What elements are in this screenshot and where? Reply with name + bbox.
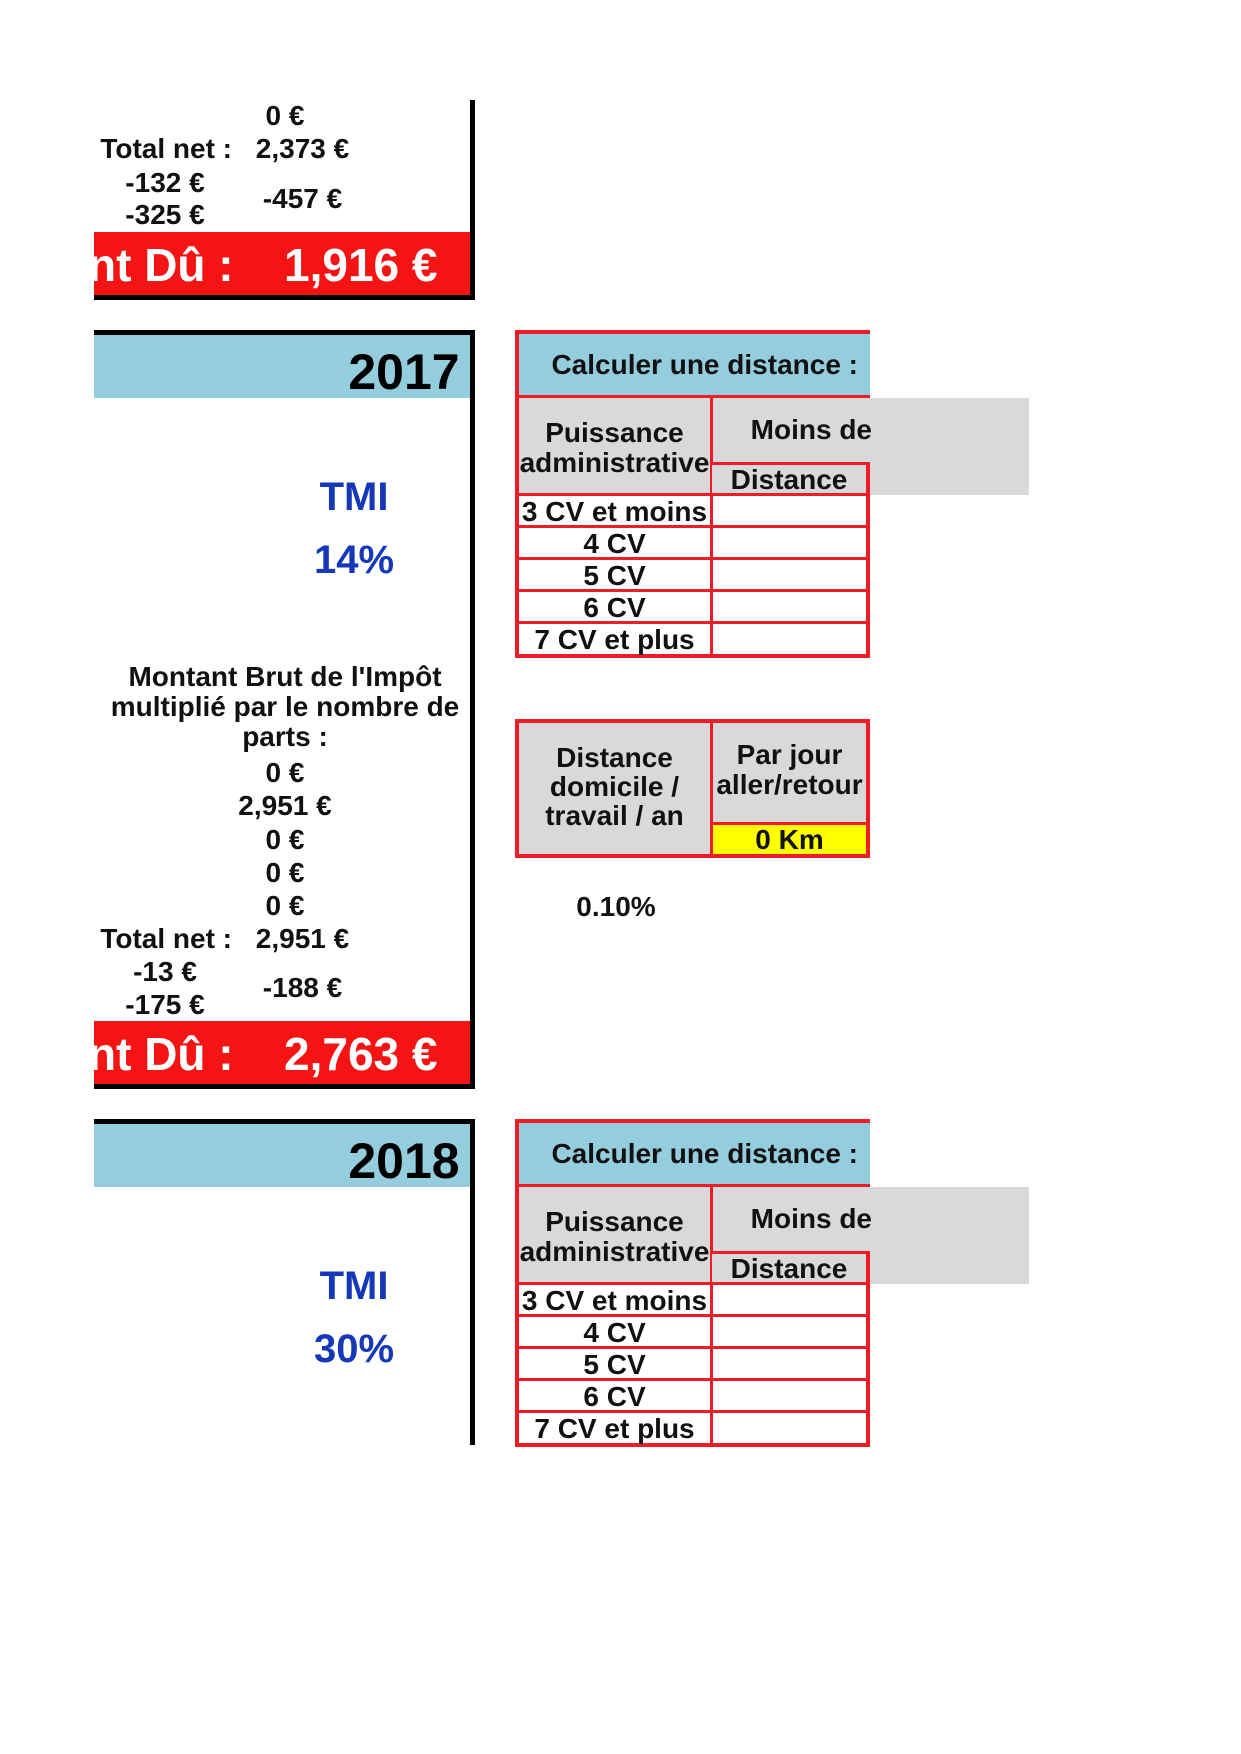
km-value: 0 Km <box>755 824 824 855</box>
distance-cell[interactable] <box>713 624 870 658</box>
title-text: Calculer une distance : <box>551 1138 858 1169</box>
tmi-label-2018: TMI <box>319 1264 389 1308</box>
top-deduction-1: -132 € <box>125 167 205 198</box>
distance-cell[interactable] <box>713 528 870 560</box>
distance-cell[interactable] <box>713 1413 870 1447</box>
distance-subheader-text: Distance <box>730 1253 848 1284</box>
distance-cell[interactable] <box>713 1349 870 1381</box>
distance-cell[interactable] <box>713 1317 870 1349</box>
row-label: 6 CV <box>583 592 646 623</box>
power-row-4cv <box>519 528 713 560</box>
brut-line-3: 0 € <box>265 824 305 855</box>
amount-due-value: 2,763 € <box>284 1028 438 1080</box>
power-row-6cv <box>519 1381 713 1413</box>
top-amount-due-bar <box>88 232 475 300</box>
year-header-2017 <box>94 330 475 398</box>
row-label: 7 CV et plus <box>534 624 695 655</box>
row-label: 3 CV et moins <box>521 496 708 527</box>
power-header-text: Puissance administrative <box>519 1206 710 1267</box>
row-label: 4 CV <box>583 1317 646 1348</box>
power-header-text: Puissance administrative <box>519 417 710 478</box>
column-divider <box>470 396 475 1021</box>
row-label: 6 CV <box>583 1381 646 1412</box>
amount-due-label: nt Dû : <box>88 239 234 291</box>
commute-label-text: Distance domicile / travail / an <box>545 742 684 831</box>
title-text: Calculer une distance : <box>551 349 858 380</box>
power-row-5cv <box>519 560 713 592</box>
brut-line-1: 0 € <box>265 757 305 788</box>
amount-due-value: 1,916 € <box>284 239 438 291</box>
power-row-4cv <box>519 1317 713 1349</box>
top-deduction-2: -325 € <box>125 199 205 230</box>
power-row-6cv <box>519 592 713 624</box>
moins-de-header <box>712 414 872 446</box>
amount-due-bar-2017 <box>88 1021 475 1089</box>
row-label: 4 CV <box>583 528 646 559</box>
power-row-3cv <box>519 496 713 528</box>
par-jour-header <box>713 740 866 800</box>
distance-table-title <box>519 334 870 398</box>
distance-cell[interactable] <box>713 496 870 528</box>
power-header <box>519 398 713 496</box>
commute-label <box>519 723 713 854</box>
power-row-7cv <box>519 624 713 654</box>
power-row-7cv <box>519 1413 713 1443</box>
amount-due-label: nt Dû : <box>88 1028 234 1080</box>
deduction-1-2017: -13 € <box>133 956 197 987</box>
distance-subheader-text: Distance <box>730 464 848 495</box>
deduction-2-2017: -175 € <box>125 989 205 1020</box>
row-label: 5 CV <box>583 560 646 591</box>
power-row-5cv <box>519 1349 713 1381</box>
distance-table-title <box>519 1123 870 1187</box>
moins-de-text: Moins de <box>750 414 872 445</box>
rate-value: 0.10% <box>576 891 656 922</box>
total-net-value-2017: 2,951 € <box>255 923 350 954</box>
distance-cell[interactable] <box>713 1381 870 1413</box>
distance-subheader <box>712 462 870 496</box>
brut-line-2: 2,951 € <box>238 790 332 821</box>
par-jour-text: Par jour aller/retour <box>716 739 863 800</box>
top-deduction-total: -457 € <box>262 183 343 214</box>
year-label: 2018 <box>348 1133 460 1189</box>
moins-de-header <box>712 1203 872 1235</box>
row-label: 5 CV <box>583 1349 646 1380</box>
power-row-3cv <box>519 1285 713 1317</box>
brut-line-4: 0 € <box>265 857 305 888</box>
tmi-value-2017: 14% <box>313 538 395 582</box>
distance-cell[interactable] <box>713 592 870 624</box>
row-label: 3 CV et moins <box>521 1285 708 1316</box>
brut-explanation: Montant Brut de l'Impôt multiplié par le nombre de parts : <box>110 661 460 752</box>
total-net-label-2017: Total net : <box>100 923 232 954</box>
distance-subheader <box>712 1251 870 1285</box>
tmi-value-2018: 30% <box>313 1327 395 1371</box>
km-value-cell[interactable] <box>713 822 866 854</box>
column-divider <box>470 1185 475 1445</box>
brut-line-5: 0 € <box>265 890 305 921</box>
tmi-label-2017: TMI <box>319 475 389 519</box>
deduction-total-2017: -188 € <box>262 972 343 1003</box>
top-total-net-value: 2,373 € <box>255 133 350 164</box>
distance-cell[interactable] <box>713 1285 870 1317</box>
moins-de-text: Moins de <box>750 1203 872 1234</box>
power-header <box>519 1187 713 1285</box>
top-zero-value: 0 € <box>265 100 305 131</box>
row-label: 7 CV et plus <box>534 1413 695 1444</box>
top-total-net-label: Total net : <box>100 133 232 164</box>
distance-cell[interactable] <box>713 560 870 592</box>
year-header-2018 <box>94 1119 475 1187</box>
year-label: 2017 <box>348 344 460 400</box>
